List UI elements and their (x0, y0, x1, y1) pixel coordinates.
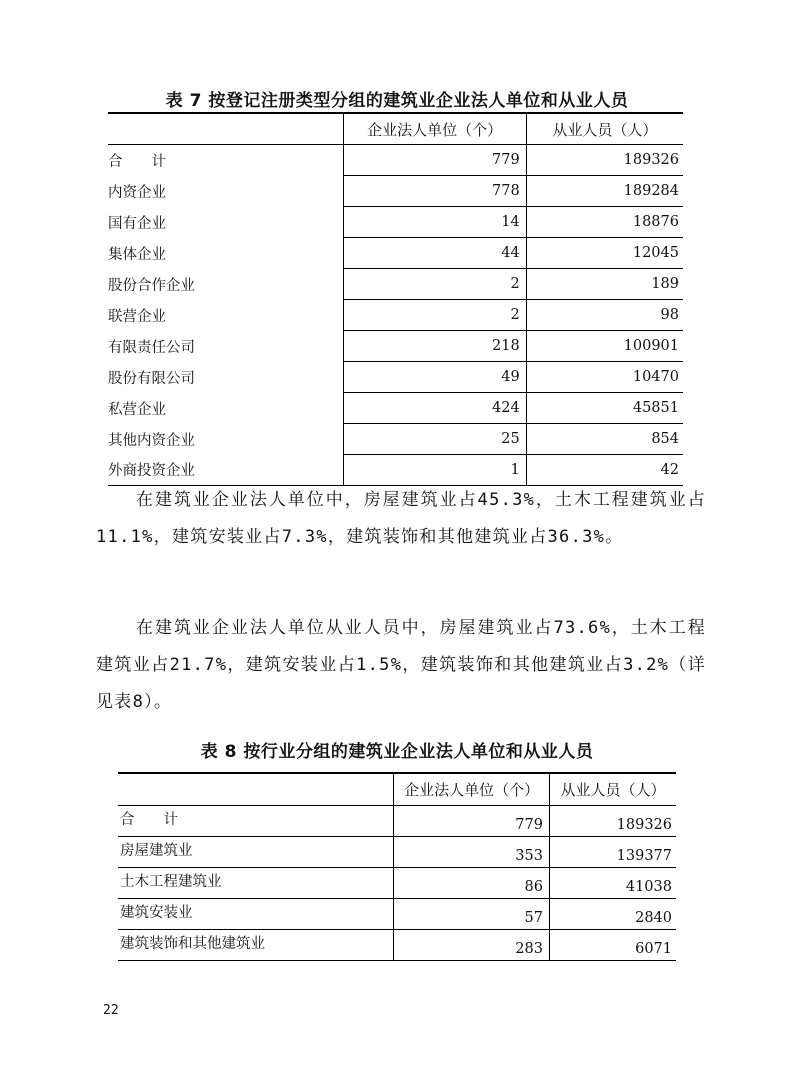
row-units: 25 (343, 424, 526, 455)
table-row (118, 899, 676, 930)
table-row (108, 362, 683, 393)
table-row (108, 455, 683, 486)
row-units: 353 (394, 837, 550, 868)
table8-header-units: 企业法人单位（个） (394, 773, 550, 806)
body-paragraph-1: 在建筑业企业法人单位中，房屋建筑业占45.3%，土木工程建筑业占11.1%，建筑安装业占7.3%，建筑装饰和其他建筑业占36.3%。 (96, 490, 706, 547)
row-label: 建筑装饰和其他建筑业 (120, 936, 265, 952)
table8-caption: 表 8 按行业分组的建筑业企业法人单位和从业人员 (200, 742, 594, 762)
table-row (108, 238, 683, 269)
row-employees: 189326 (526, 145, 683, 176)
row-label: 外商投资企业 (108, 463, 195, 480)
row-employees: 45851 (526, 393, 683, 424)
table8-header-blank (118, 773, 394, 806)
row-units: 2 (343, 269, 526, 300)
table-row (108, 269, 683, 300)
row-label: 股份有限公司 (108, 370, 195, 387)
row-label: 私营企业 (108, 401, 166, 418)
table8-header-row (118, 773, 676, 806)
table8-header-employees: 从业人员（人） (549, 773, 676, 806)
row-units: 86 (394, 868, 550, 899)
row-units: 283 (394, 930, 550, 961)
body-paragraph-2: 在建筑业企业法人单位从业人员中，房屋建筑业占73.6%，土木工程建筑业占21.7%，建筑安装业占1.5%，建筑装饰和其他建筑业占3.2%（详见表8）。 (96, 618, 706, 712)
table-row (118, 806, 676, 837)
row-label: 其他内资企业 (108, 432, 195, 449)
row-employees: 854 (526, 424, 683, 455)
row-employees: 12045 (526, 238, 683, 269)
table7-header-employees: 从业人员（人） (526, 113, 683, 145)
row-employees: 10470 (526, 362, 683, 393)
table-row (108, 331, 683, 362)
row-units: 2 (343, 300, 526, 331)
table-row (108, 424, 683, 455)
row-employees: 18876 (526, 207, 683, 238)
table-row (108, 300, 683, 331)
row-employees: 2840 (549, 899, 676, 930)
table-row (108, 176, 683, 207)
row-label: 合 计 (118, 806, 394, 837)
row-label: 合 计 (108, 153, 166, 170)
table-row (108, 207, 683, 238)
table-row (108, 393, 683, 424)
row-label: 内资企业 (108, 184, 166, 201)
row-units: 44 (343, 238, 526, 269)
row-label: 建筑安装业 (118, 899, 394, 930)
row-label: 国有企业 (108, 215, 166, 232)
row-employees: 6071 (549, 930, 676, 961)
table7-header-blank (108, 113, 343, 145)
row-units: 424 (343, 393, 526, 424)
row-label: 联营企业 (108, 308, 166, 325)
table-row (118, 868, 676, 899)
row-units: 14 (343, 207, 526, 238)
table7-header-units: 企业法人单位（个） (343, 113, 526, 145)
row-employees: 41038 (549, 868, 676, 899)
row-employees: 98 (526, 300, 683, 331)
table-row (118, 930, 676, 961)
row-units: 778 (343, 176, 526, 207)
row-label: 房屋建筑业 (118, 837, 394, 868)
row-label: 集体企业 (108, 246, 166, 263)
row-label: 股份合作企业 (108, 277, 195, 294)
row-employees: 139377 (549, 837, 676, 868)
table7-caption: 表 7 按登记注册类型分组的建筑业企业法人单位和从业人员 (165, 91, 629, 111)
row-units: 779 (394, 806, 550, 837)
table8 (118, 772, 676, 961)
row-employees: 189326 (549, 806, 676, 837)
table7 (108, 112, 683, 486)
row-employees: 100901 (526, 331, 683, 362)
table7-header-row (108, 113, 683, 145)
row-units: 1 (343, 455, 526, 486)
row-units: 218 (343, 331, 526, 362)
row-employees: 42 (526, 455, 683, 486)
row-units: 49 (343, 362, 526, 393)
row-units: 57 (394, 899, 550, 930)
row-units: 779 (343, 145, 526, 176)
row-employees: 189284 (526, 176, 683, 207)
table-row (118, 837, 676, 868)
row-label: 有限责任公司 (108, 339, 195, 356)
row-label: 土木工程建筑业 (118, 868, 394, 899)
row-employees: 189 (526, 269, 683, 300)
table-row (108, 145, 683, 176)
page-number: 22 (103, 1003, 119, 1018)
